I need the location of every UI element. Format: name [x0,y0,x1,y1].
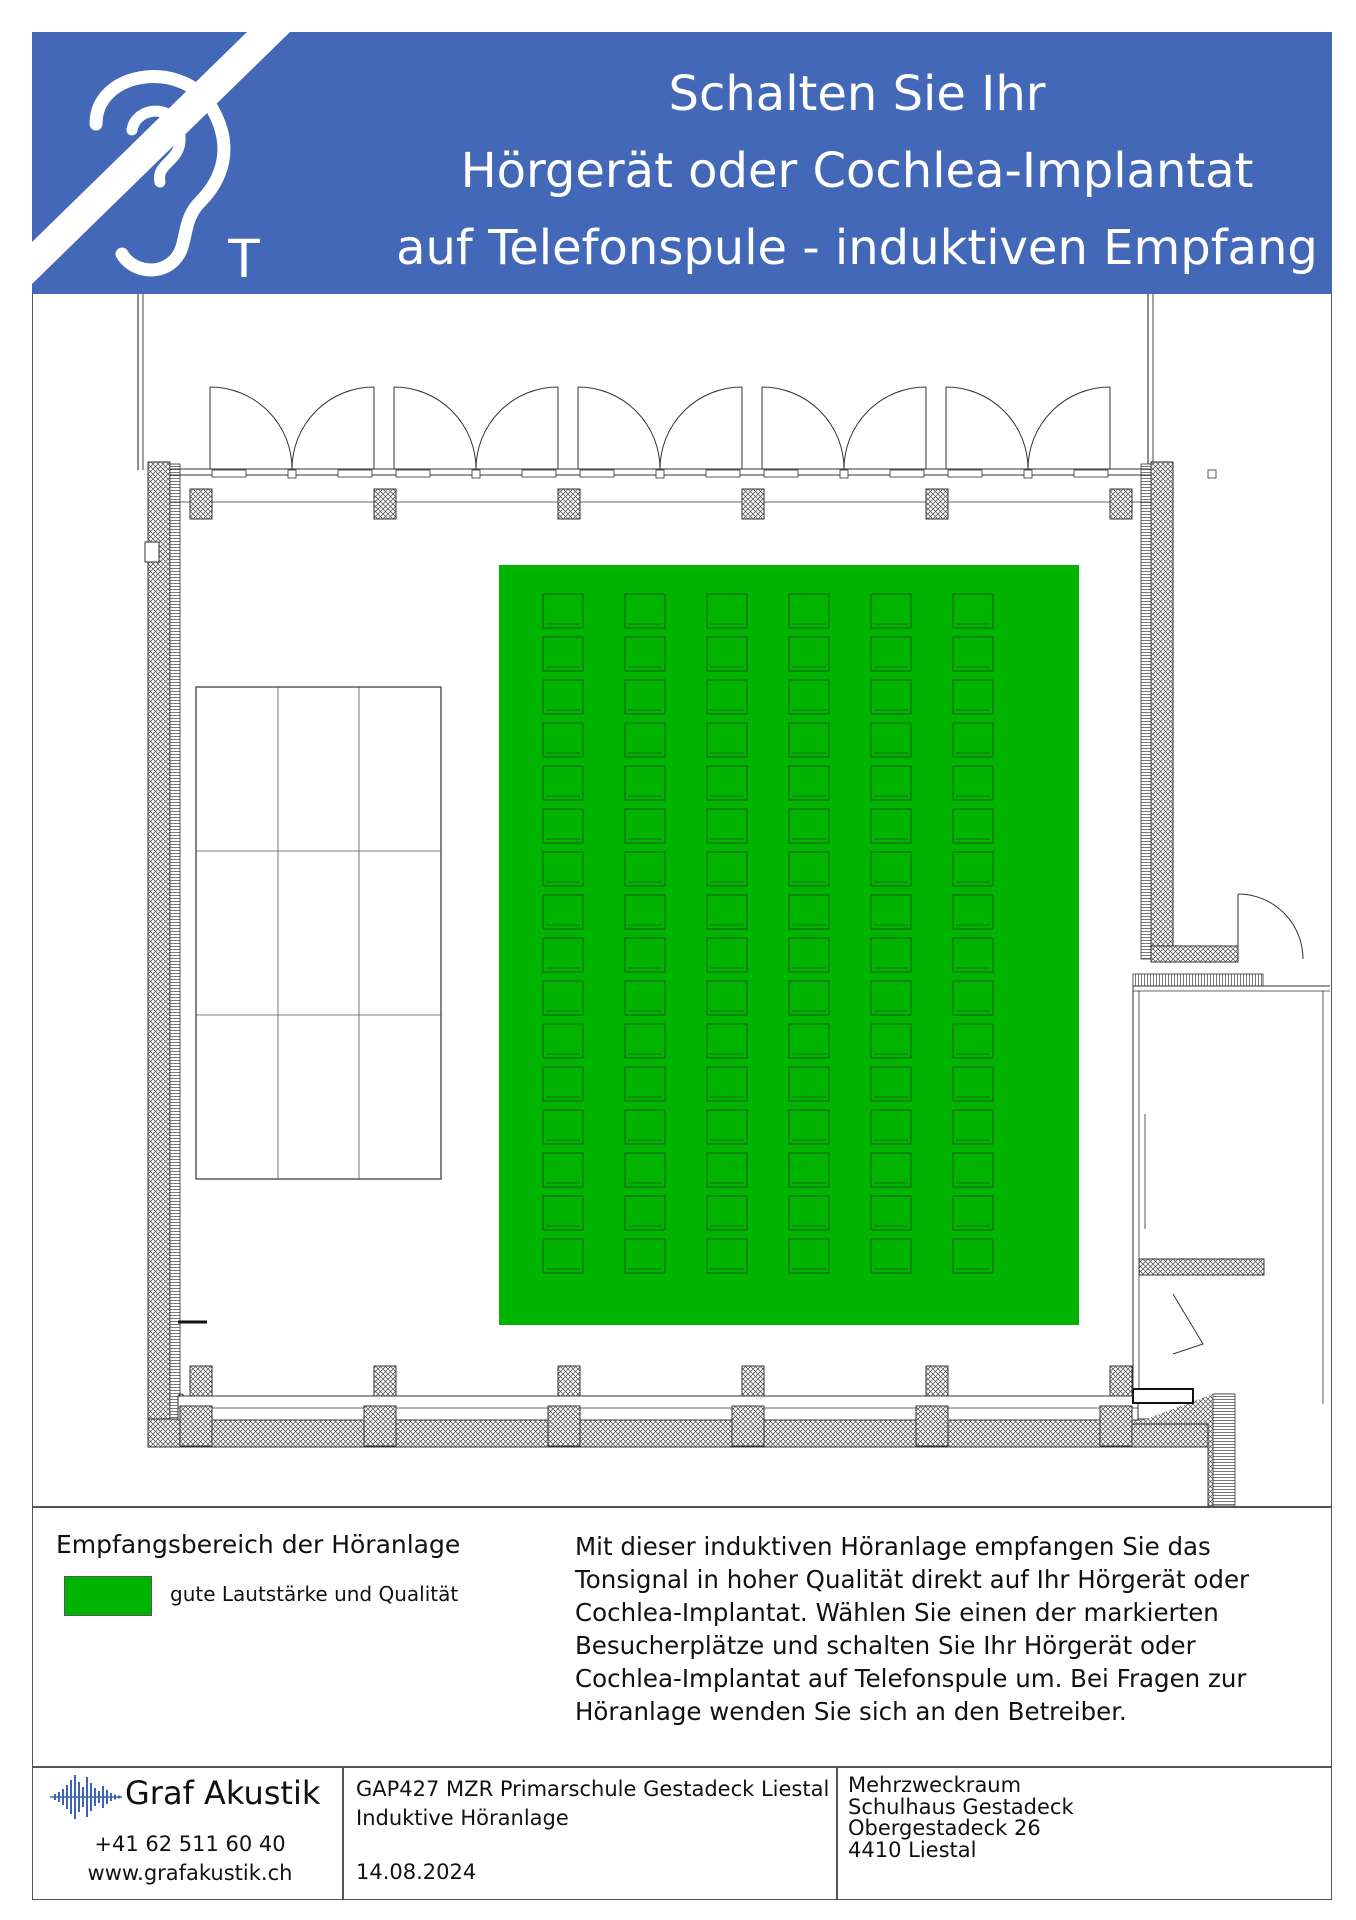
document-date: 14.08.2024 [356,1860,477,1884]
legend-divider [32,1506,1332,1508]
banner-title-line-1: Schalten Sie Ihr [668,66,1046,122]
double-door [578,387,742,477]
header-banner [32,32,1332,294]
address-line-4: 4410 Liestal [848,1837,977,1862]
stage-platform [196,687,441,1179]
project-title: GAP427 MZR Primarschule Gestadeck Liestal [356,1777,830,1801]
column-bottom [1110,1366,1132,1396]
phone-number: +41 62 511 60 40 [94,1832,286,1856]
info-line-1: Mit dieser induktiven Höranlage empfangen Sie das [575,1532,1211,1561]
column-top [742,489,764,519]
hearing-loop-ear-icon [32,32,362,294]
floor-plan [33,294,1331,1510]
floor-plan-drawing [33,294,1331,1506]
column-top [1110,489,1132,519]
address-line-1: Mehrzweckraum [848,1773,1022,1797]
info-text [575,1530,1295,1728]
column-top [558,489,580,519]
column-base [364,1406,396,1446]
info-line-5: Cochlea-Implantat auf Telefonspule um. Bei Fragen zur [575,1664,1247,1693]
info-line-3: Cochlea-Implantat. Wählen Sie einen der markierten [575,1598,1219,1627]
column-bottom [558,1366,580,1396]
column-top [374,489,396,519]
legend-heading: Empfangsbereich der Höranlage [56,1530,461,1559]
column-top [190,489,212,519]
banner-title [392,56,1322,287]
column-bottom [926,1366,948,1396]
contact-info [50,1830,330,1888]
company-name: Graf Akustik [125,1774,321,1812]
footer-col-divider-2 [836,1766,838,1900]
double-door [394,387,558,477]
project-subtitle: Induktive Höranlage [356,1806,569,1830]
column-top [926,489,948,519]
project-info [356,1775,829,1833]
double-door [946,387,1110,477]
column-base [916,1406,948,1446]
legend-swatch-good [64,1576,152,1616]
info-line-2: Tonsignal in hoher Qualität direkt auf Ihr Hörgerät oder [575,1565,1250,1594]
address-line-2: Schulhaus Gestadeck [848,1794,1074,1819]
telecoil-letter: T [226,226,262,289]
venue-address [848,1775,1074,1861]
banner-title-line-2: Hörgerät oder Cochlea-Implantat [460,143,1254,199]
footer-divider [32,1766,1332,1768]
column-base [732,1406,764,1446]
column-bottom [190,1366,212,1396]
double-door [210,387,374,477]
info-line-6: Höranlage wenden Sie sich an den Betreiber. [575,1697,1127,1726]
banner-title-line-3: auf Telefonspule - induktiven Empfang [396,220,1318,276]
legend-label-good: gute Lautstärke und Qualität [170,1582,459,1606]
column-bottom [742,1366,764,1396]
footer-col-divider-1 [342,1766,344,1900]
column-base [180,1406,212,1446]
column-base [1100,1406,1132,1446]
info-line-4: Besucherplätze und schalten Sie Ihr Hörgerät oder [575,1631,1196,1660]
column-bottom [374,1366,396,1396]
address-line-3: Obergestadeck 26 [848,1816,1041,1840]
double-door [762,387,926,477]
column-base [548,1406,580,1446]
website-link[interactable]: www.grafakustik.ch [87,1861,293,1885]
